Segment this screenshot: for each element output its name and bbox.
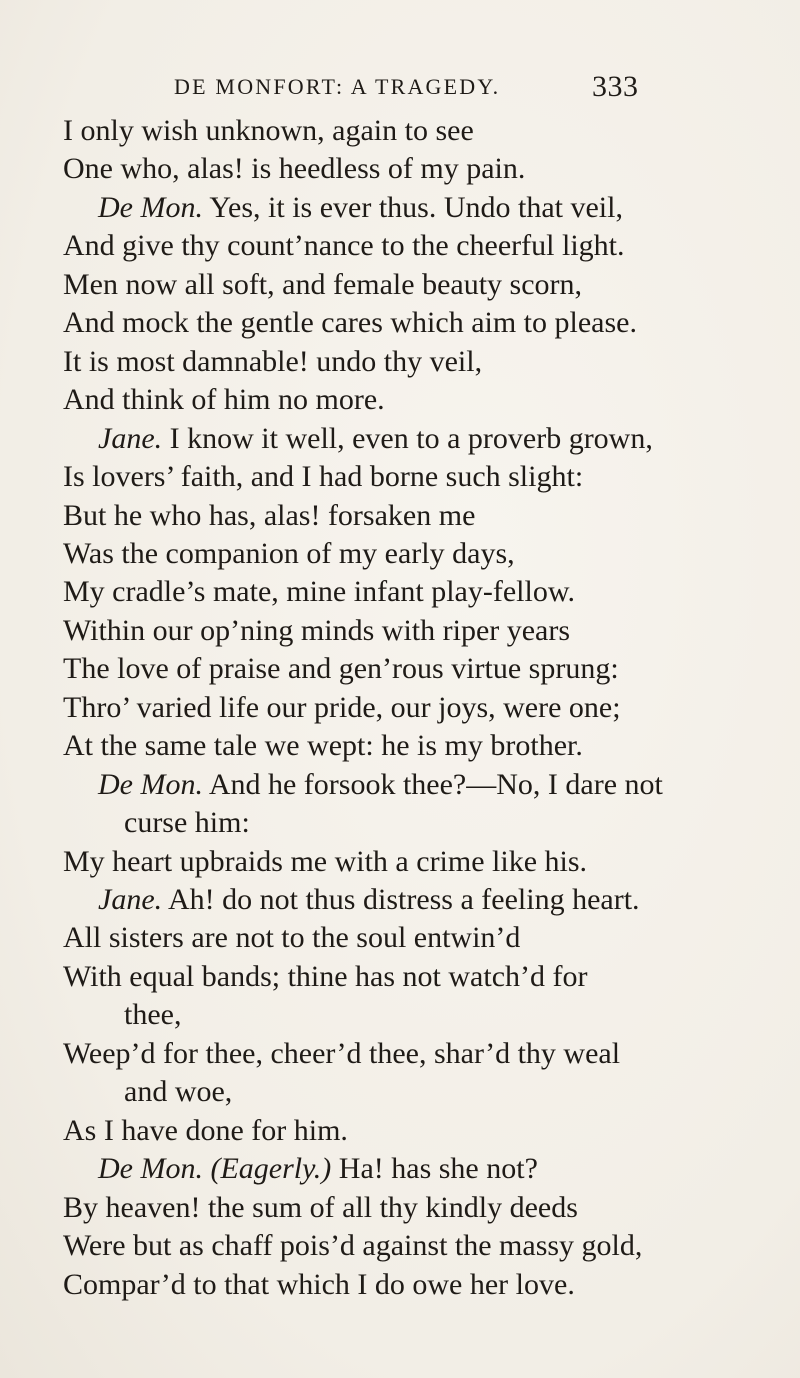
verse-line bbox=[63, 345, 482, 379]
verse-line bbox=[63, 460, 583, 494]
line-text: Were but as chaff pois’d against the massy gold, bbox=[63, 1229, 643, 1263]
verse-line bbox=[124, 998, 181, 1032]
line-text: Was the companion of my early days, bbox=[63, 536, 515, 570]
line-text: My heart upbraids me with a crime like his. bbox=[63, 844, 588, 878]
speaker-name: De Mon. bbox=[98, 190, 203, 224]
line-text: and woe, bbox=[124, 1075, 233, 1109]
speaker-name: Jane. bbox=[98, 421, 163, 455]
speaker-name: De Mon. bbox=[98, 767, 203, 801]
line-text: I only wish unknown, again to see bbox=[63, 114, 474, 147]
verse-line bbox=[63, 575, 575, 609]
verse-line bbox=[63, 652, 619, 686]
line-text: And mock the gentle cares which aim to please. bbox=[63, 306, 637, 340]
verse-line bbox=[63, 114, 474, 148]
line-text: By heaven! the sum of all thy kindly deeds bbox=[63, 1190, 578, 1224]
speaker-name: Jane. bbox=[98, 883, 163, 916]
page-number: 333 bbox=[592, 70, 639, 103]
verse-line bbox=[63, 729, 583, 763]
line-text: The love of praise and gen’rous virtue sprung: bbox=[63, 652, 619, 686]
speech-line bbox=[98, 883, 640, 917]
verse-line bbox=[63, 1229, 642, 1263]
line-text: And give thy count’nance to the cheerful light. bbox=[63, 229, 625, 263]
line-text: Compar’d to that which I do owe her love. bbox=[63, 1267, 575, 1301]
stage-direction: (Eagerly.) bbox=[202, 1152, 332, 1186]
line-text: At the same tale we wept: he is my brother. bbox=[63, 729, 583, 763]
verse-line bbox=[124, 806, 250, 840]
line-text: curse him: bbox=[124, 806, 250, 840]
verse-line bbox=[63, 691, 621, 725]
line-text: It is most damnable! undo thy veil, bbox=[63, 344, 483, 378]
verse-line bbox=[63, 1268, 575, 1302]
line-text: My cradle’s mate, mine infant play-fellow. bbox=[63, 575, 576, 609]
line-text: And think of him no more. bbox=[63, 383, 385, 417]
line-text: I know it well, even to a proverb grown, bbox=[162, 421, 653, 455]
page-header bbox=[0, 70, 800, 110]
line-text: thee, bbox=[124, 998, 182, 1032]
verse-line bbox=[124, 1075, 232, 1109]
line-text: But he who has, alas! forsaken me bbox=[63, 498, 476, 532]
verse-line bbox=[63, 1037, 620, 1071]
running-head: DE MONFORT: A TRAGEDY. bbox=[174, 74, 501, 99]
verse-line bbox=[63, 306, 637, 340]
speech-line bbox=[98, 422, 653, 456]
line-text: As I have done for him. bbox=[63, 1113, 348, 1147]
line-text: All sisters are not to the soul entwin’d bbox=[63, 921, 521, 955]
verse-line bbox=[63, 1114, 348, 1148]
speech-line bbox=[98, 191, 623, 225]
line-text: Thro’ varied life our pride, our joys, were one; bbox=[63, 690, 621, 724]
line-text: One who, alas! is heedless of my pain. bbox=[63, 152, 526, 186]
speech-line bbox=[98, 768, 663, 802]
verse-line bbox=[63, 537, 515, 571]
line-text: Men now all soft, and female beauty scorn, bbox=[63, 267, 583, 301]
line-text: Ha! has she not? bbox=[331, 1152, 538, 1186]
line-text: Weep’d for thee, cheer’d thee, shar’d thy weal bbox=[63, 1036, 621, 1070]
verse-line bbox=[63, 229, 625, 263]
verse-line bbox=[63, 383, 385, 417]
verse-line bbox=[63, 960, 588, 994]
line-text: Ah! do not thus distress a feeling heart. bbox=[162, 883, 640, 916]
verse-line bbox=[63, 845, 587, 879]
verse-line bbox=[63, 1191, 578, 1225]
line-text: With equal bands; thine has not watch’d for bbox=[63, 959, 588, 993]
speech-line bbox=[98, 1152, 538, 1186]
line-text: Is lovers’ faith, and I had borne such slight: bbox=[63, 460, 584, 494]
line-text: Within our op’ning minds with riper years bbox=[63, 613, 571, 647]
verse-line bbox=[63, 921, 520, 955]
verse-line bbox=[63, 268, 582, 302]
verse-line bbox=[63, 152, 525, 186]
verse-line bbox=[63, 499, 475, 533]
verse-line bbox=[63, 614, 570, 648]
line-text: And he forsook thee?—No, I dare not bbox=[202, 767, 663, 801]
speaker-name: De Mon. bbox=[98, 1152, 203, 1186]
line-text: Yes, it is ever thus. Undo that veil, bbox=[202, 190, 623, 224]
